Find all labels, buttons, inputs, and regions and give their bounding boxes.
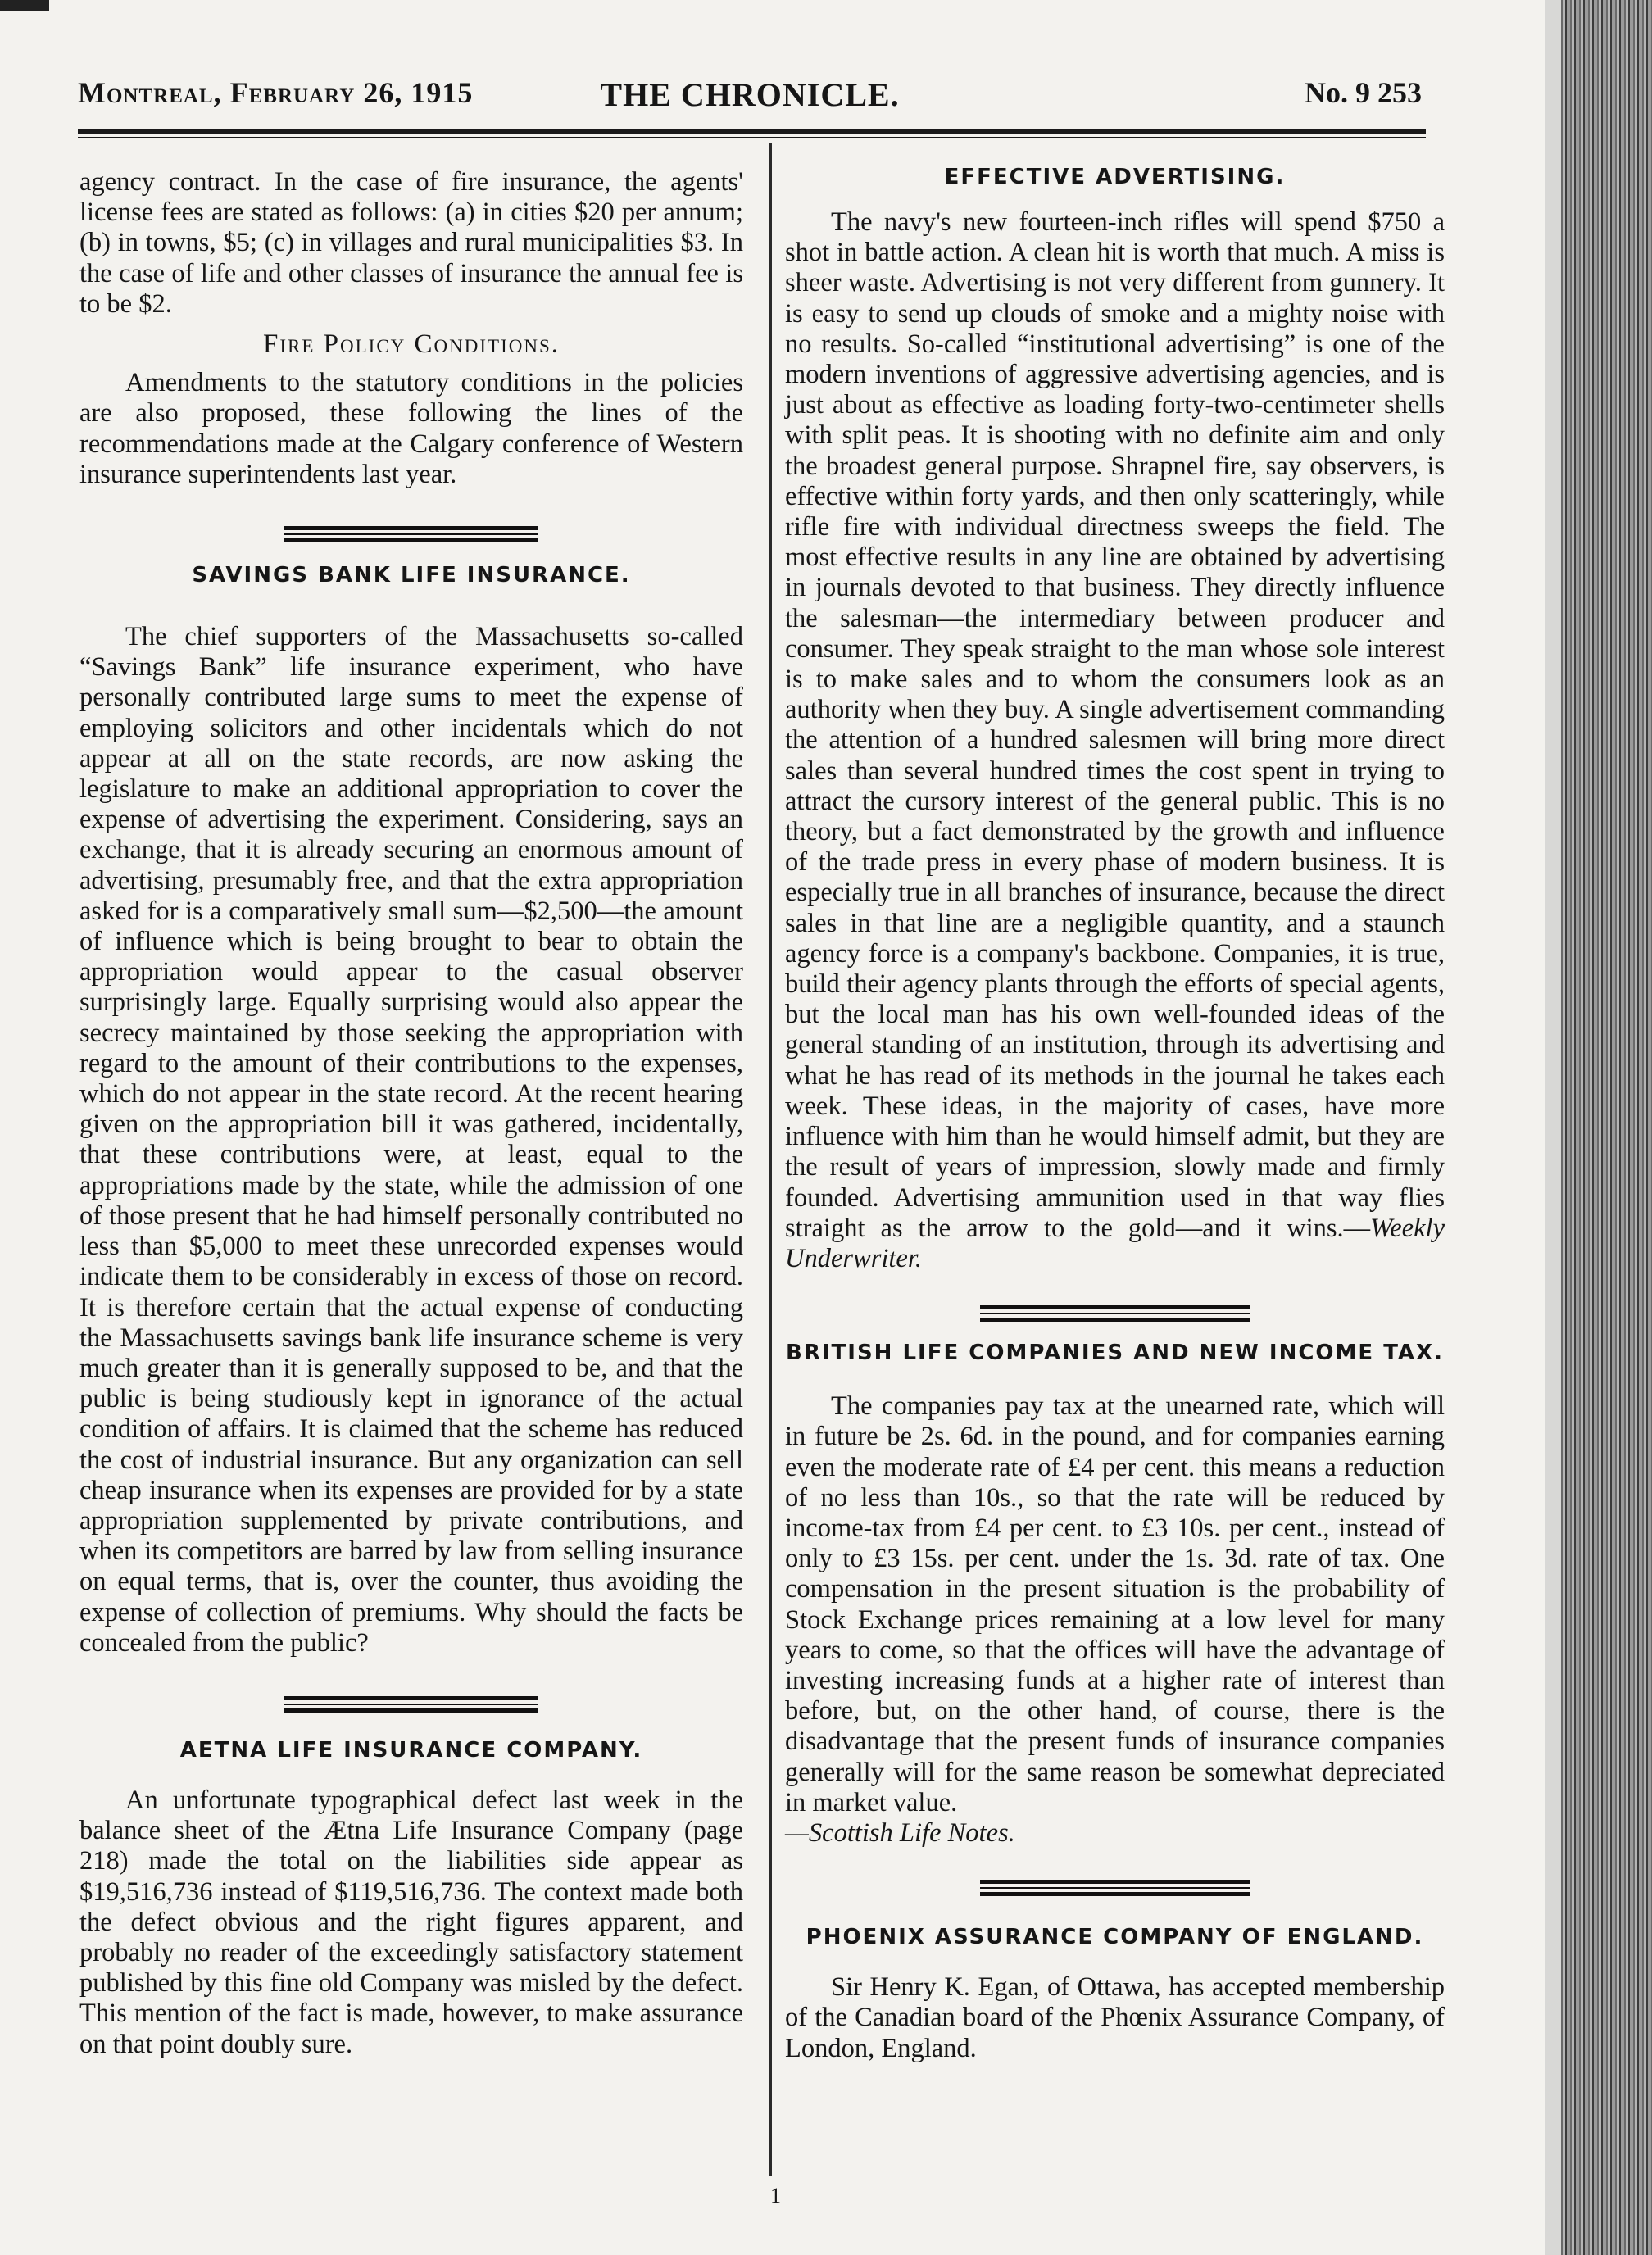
page-edge-shadow bbox=[1545, 0, 1563, 2255]
header-rule-thin bbox=[78, 137, 1426, 138]
section-ornament bbox=[980, 1880, 1250, 1896]
issue-page-number: No. 9 253 bbox=[1305, 76, 1422, 109]
effective-advertising-heading: EFFECTIVE ADVERTISING. bbox=[944, 165, 1286, 189]
intro-paragraph: agency contract. In the case of fire insurance, the agents' license fees are stated as follows: (a) in cities $20 per annum; (b) in towns, $5; (c) in villages and rural municipalities $3. In the case of life and other classes of insurance the annual fee is to be $2. bbox=[79, 167, 743, 319]
footer-mark: 1 bbox=[770, 2184, 781, 2207]
british-life-body: The companies pay tax at the unearned rate, which will in future be 2s. 6d. in the pound, and for companies earning even the moderate rate of £4 per cent. this means a reduction of no less than 10s., so that the rate will be reduced by income-tax from £4 per cent. to £3 10s. per cent., instead of only to £3 15s. per cent. under the 1s. 3d. rate of tax. One compensation in the present situation is the probability of Stock Exchange prices remaining at a low level for many years to come, so that the offices will have the advantage of investing increasing funds at a higher rate of interest than before, but, on the other hand, of course, there is the disadvantage that the present funds of insurance companies generally will for the same reason be somewhat depreciated in market value. bbox=[785, 1391, 1445, 1817]
savings-bank-body: The chief supporters of the Massachusetts so-called “Savings Bank” life insurance experiment, who have personally contributed large sums to meet the expense of employing solicitors and other incidentals which do not appear at all on the state records, are now asking the legislature to make an additional appropriation to cover the expense of advertising the experiment. Considering, says an exchange, that it is already securing an enormous amount of advertising, presumably free, and that the extra appropriation asked for is a comparatively small sum—$2,500—the amount of influence which is being brought to bear to obtain the appropriation would appear to the casual observer surprisingly large. Equally surprising would also appear the secrecy maintained by those seeking the appropriation with regard to the amount of their contributions to the expenses, which do not appear in the state record. At the recent hearing given on the appropriation bill it was gathered, incidentally, that these contributions were, at least, equal to the appropriations made by the state, while the admission of one of those present that he had himself personally contributed no less than $5,000 to meet these unrecorded expenses would indicate them to be considerably in excess of those on record. It is therefore certain that the actual expense of conducting the Massachusetts savings bank life insurance scheme is very much greater than it is generally supposed to be, and that the public is being studiously kept in ignorance of the actual condition of affairs. It is claimed that the scheme has reduced the cost of industrial insurance. But any organization can sell cheap insurance when its expenses are provided for by a state appropriation supplemented by private contributions, and when its competitors are barred by law from selling insurance on equal terms, that is, over the counter, thus avoiding the expense of collection of premiums. Why should the facts be concealed from the public? bbox=[79, 622, 743, 1658]
aetna-heading: AETNA LIFE INSURANCE COMPANY. bbox=[179, 1737, 643, 1763]
dateline: Montreal, February 26, 1915 bbox=[78, 76, 474, 109]
section-ornament bbox=[284, 526, 538, 542]
header-rule-thick bbox=[78, 129, 1426, 134]
column-divider bbox=[769, 143, 772, 2176]
right-column bbox=[785, 164, 1445, 2064]
left-column bbox=[79, 167, 743, 2060]
scan-mark bbox=[0, 0, 49, 11]
effective-advertising-body bbox=[785, 207, 1445, 1274]
page-header bbox=[78, 75, 1422, 125]
fire-policy-body: Amendments to the statutory conditions in the policies are also proposed, these following the lines of the recommendations made at the Calgary conference of Western insurance superintendents last year. bbox=[79, 368, 743, 489]
phoenix-body: Sir Henry K. Egan, of Ottawa, has accepted membership of the Canadian board of the Phœnix Assurance Company, of London, England. bbox=[785, 1972, 1445, 2063]
aetna-body: An unfortunate typographical defect last week in the balance sheet of the Ætna Life Insurance Company (page 218) made the total on the liabilities side appear as $19,516,736 instead of $119,516,736. The context made both the defect obvious and the right figures apparent, and probably no reader of the exceedingly satisfactory statement published by this fine old Company was misled by the defect. This mention of the fact is made, however, to make assurance on that point doubly sure. bbox=[79, 1785, 743, 2059]
effective-advertising-text: The navy's new fourteen-inch rifles will spend $750 a shot in battle action. A clean hit is worth that much. A miss is sheer waste. Advertising is not very different from gunnery. It is easy to send up clouds of smoke and a mighty noise with no results. So-called “institutional advertising” is one of the modern inventions of aggressive advertising agencies, and is just about as effective as loading forty-two-centimeter shells with split peas. It is shooting with no definite aim and only the broadest general purpose. Shrapnel fire, say observers, is effective within forty yards, and then only scatteringly, while rifle fire with individual directness sweeps the field. The most effective results in any line are obtained by advertising in journals devoted to that business. They directly influence the salesman—the intermediary between producer and consumer. They speak straight to the man whose sole interest is to make sales and to whom the consumers look as an authority when they buy. A single advertisement commanding the attention of a hundred salesmen will bring more direct sales than several hundred times the cost spent in trying to attract the cursory interest of the general public. This is no theory, but a fact demonstrated by the growth and influence of the trade press in every phase of modern business. It is especially true in all branches of insurance, because the direct sales in that line are a negligible quantity, and a staunch agency force is a company's backbone. Companies, it is true, build their agency plants through the efforts of special agents, but the local man has his own well-founded ideas of the general standing of an institution, through its advertising and what he has read of its methods in the journal he takes each week. These ideas, in the majority of cases, have more influence with him than he would himself admit, but they are the result of years of impression, slowly made and firmly founded. Advertising ammunition used in that way flies straight as the arrow to the gold—and it wins.— bbox=[785, 207, 1445, 1243]
masthead-title: THE CHRONICLE. bbox=[600, 76, 900, 113]
section-ornament bbox=[284, 1696, 538, 1713]
savings-bank-heading: SAVINGS BANK LIFE INSURANCE. bbox=[192, 563, 631, 588]
phoenix-heading: PHOENIX ASSURANCE COMPANY OF ENGLAND. bbox=[806, 1925, 1424, 1950]
binding-edge bbox=[1561, 0, 1652, 2255]
british-life-attribution: —Scottish Life Notes. bbox=[785, 1817, 1015, 1848]
effective-advertising-attribution: Weekly Underwriter. bbox=[785, 1213, 1445, 1273]
fire-policy-subheading: Fire Policy Conditions. bbox=[263, 329, 560, 360]
section-ornament bbox=[980, 1305, 1250, 1322]
british-life-heading: BRITISH LIFE COMPANIES AND NEW INCOME TAX. bbox=[786, 1341, 1444, 1366]
